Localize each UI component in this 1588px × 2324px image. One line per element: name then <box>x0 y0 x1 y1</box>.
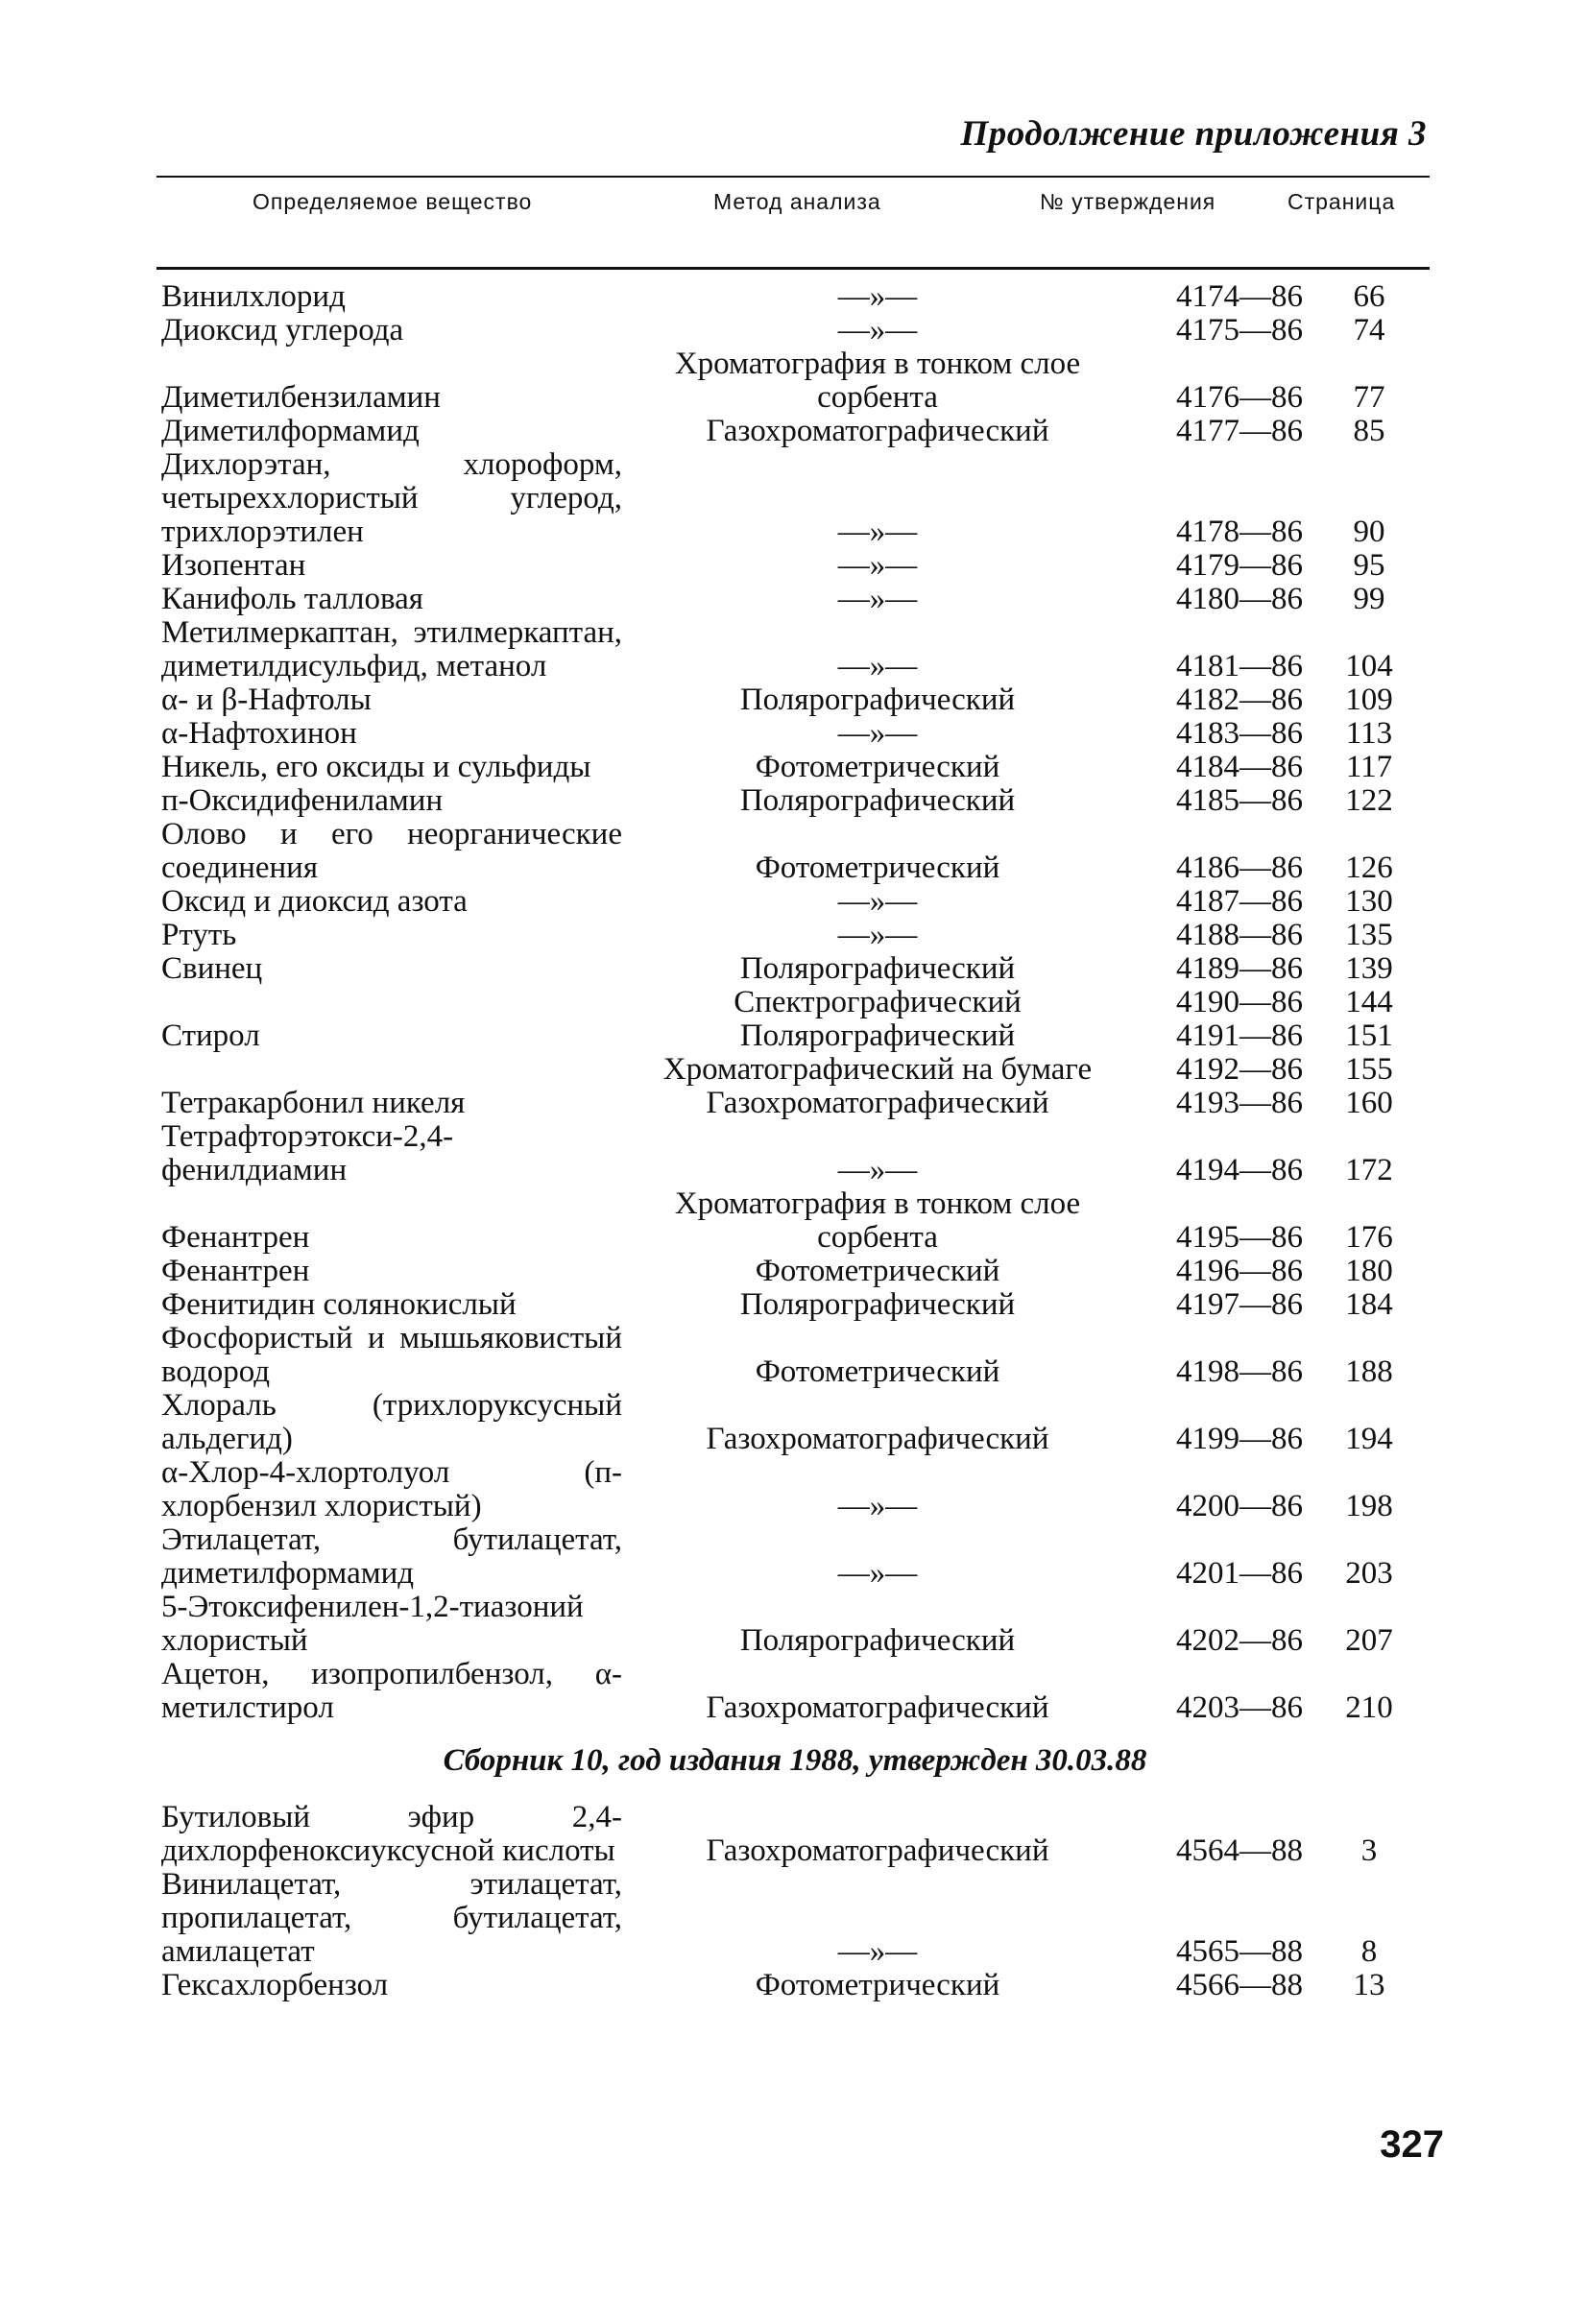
cell-number: 4200—86 <box>1176 1489 1303 1523</box>
cell-method: Полярографический <box>739 783 1016 818</box>
cell-page: 122 <box>1345 783 1393 818</box>
cell-number: 4190—86 <box>1176 985 1303 1019</box>
appendix-table <box>161 280 1429 2002</box>
cell-substance: Ацетон, изопропилбензол, α-метилстирол <box>161 1657 622 1725</box>
table-row <box>161 1288 1429 1322</box>
table-row <box>161 1523 1429 1591</box>
cell-method: Газохроматографический <box>706 1833 1049 1868</box>
table-row <box>161 751 1429 784</box>
cell-number: 4185—86 <box>1176 783 1303 818</box>
cell-number: 4203—86 <box>1176 1690 1303 1725</box>
cell-method: —»— <box>837 1489 918 1523</box>
table-row <box>161 415 1429 448</box>
cell-substance: Олово и его неорганические соединения <box>161 817 622 885</box>
table-row <box>161 683 1429 717</box>
cell-page: 188 <box>1345 1354 1393 1389</box>
table-row <box>161 347 1429 415</box>
cell-number: 4565—88 <box>1176 1934 1303 1969</box>
cell-number: 4196—86 <box>1176 1254 1303 1288</box>
cell-substance: Винилацетат, этилацетат, пропилацетат, бутилацетат, амилацетат <box>161 1867 622 1969</box>
table-row <box>161 1019 1429 1053</box>
cell-page: 77 <box>1353 380 1385 415</box>
cell-page: 203 <box>1345 1556 1393 1591</box>
cell-page: 144 <box>1345 985 1393 1019</box>
header-rule <box>156 267 1430 270</box>
table-row <box>161 583 1429 616</box>
cell-page: 155 <box>1345 1052 1393 1087</box>
cell-method: —»— <box>837 515 918 549</box>
cell-method: Фотометрический <box>755 851 1000 885</box>
cell-substance: Свинец <box>161 951 263 986</box>
cell-number: 4202—86 <box>1176 1623 1303 1658</box>
table-row <box>161 952 1429 986</box>
cell-method: —»— <box>837 279 918 314</box>
table-row <box>161 1087 1429 1120</box>
cell-substance: Оксид и диоксид азота <box>161 884 468 919</box>
cell-page: 160 <box>1345 1086 1393 1120</box>
cell-substance: Диоксид углерода <box>161 313 404 347</box>
cell-substance: Дихлорэтан, хлороформ, четыреххлористый углерод, трихлорэтилен <box>161 447 622 549</box>
cell-method: —»— <box>837 1934 918 1969</box>
table-row <box>161 1868 1429 1969</box>
cell-page: 113 <box>1345 716 1393 751</box>
page-number: 327 <box>1380 2123 1444 2166</box>
cell-number: 4175—86 <box>1176 313 1303 347</box>
cell-substance: α- и β-Нафтолы <box>161 683 372 717</box>
cell-number: 4189—86 <box>1176 951 1303 986</box>
cell-method: Фотометрический <box>755 1354 1000 1389</box>
cell-method: Полярографический <box>739 683 1016 717</box>
cell-page: 8 <box>1360 1934 1378 1969</box>
header-number: № утверждения <box>1040 189 1216 214</box>
cell-page: 180 <box>1345 1254 1393 1288</box>
cell-page: 130 <box>1345 884 1393 919</box>
table-row <box>161 885 1429 919</box>
cell-page: 95 <box>1353 548 1385 583</box>
table-row <box>161 280 1429 314</box>
cell-method: Фотометрический <box>755 1968 1000 2002</box>
cell-substance: Канифоль талловая <box>161 582 423 616</box>
cell-number: 4566—88 <box>1176 1968 1303 2002</box>
cell-page: 85 <box>1353 414 1385 448</box>
cell-method: Фотометрический <box>755 750 1000 784</box>
cell-substance: Этилацетат, бутилацетат, диметилформамид <box>161 1522 622 1591</box>
cell-substance: Диметилбензиламин <box>161 380 441 415</box>
cell-page: 99 <box>1353 582 1385 616</box>
cell-number: 4186—86 <box>1176 851 1303 885</box>
table-row <box>161 717 1429 751</box>
cell-number: 4179—86 <box>1176 548 1303 583</box>
cell-method: Полярографический <box>739 1018 1016 1053</box>
cell-substance: Тетрафторэтокси-2,4-фенилдиамин <box>161 1119 454 1187</box>
table-row <box>161 1389 1429 1456</box>
cell-number: 4176—86 <box>1176 380 1303 415</box>
table-row <box>161 1322 1429 1389</box>
cell-number: 4181—86 <box>1176 649 1303 683</box>
cell-substance: Фенантрен <box>161 1220 310 1255</box>
cell-number: 4177—86 <box>1176 414 1303 448</box>
cell-substance: α-Нафтохинон <box>161 716 357 751</box>
table-row <box>161 1120 1429 1187</box>
table-row <box>161 1801 1429 1868</box>
table-row <box>161 1658 1429 1725</box>
cell-number: 4191—86 <box>1176 1018 1303 1053</box>
cell-page: 109 <box>1345 683 1393 717</box>
table-row <box>161 616 1429 683</box>
cell-method: —»— <box>837 1153 918 1187</box>
table-row <box>161 1591 1429 1658</box>
running-title: Продолжение приложения 3 <box>960 114 1427 154</box>
cell-method: —»— <box>837 1556 918 1591</box>
cell-number: 4187—86 <box>1176 884 1303 919</box>
cell-substance: Винилхлорид <box>161 279 346 314</box>
cell-substance: Хлораль (трихлоруксусный альдегид) <box>161 1388 622 1456</box>
cell-number: 4201—86 <box>1176 1556 1303 1591</box>
cell-number: 4188—86 <box>1176 918 1303 952</box>
cell-number: 4199—86 <box>1176 1422 1303 1456</box>
cell-page: 117 <box>1345 750 1393 784</box>
table-row <box>161 919 1429 952</box>
section-table-body <box>161 1801 1429 2002</box>
cell-number: 4197—86 <box>1176 1287 1303 1322</box>
cell-number: 4182—86 <box>1176 683 1303 717</box>
table-row <box>161 448 1429 549</box>
section-heading: Сборник 10, год издания 1988, утвержден 30.03.88 <box>443 1743 1147 1778</box>
cell-method: —»— <box>837 649 918 683</box>
cell-number: 4195—86 <box>1176 1220 1303 1255</box>
cell-page: 90 <box>1353 515 1385 549</box>
cell-substance: Метилмеркаптан, этилмеркаптан, диметилдисульфид, метанол <box>161 615 622 683</box>
table-row <box>161 1255 1429 1288</box>
cell-substance: Фенитидин солянокислый <box>161 1287 517 1322</box>
cell-substance: Ртуть <box>161 918 237 952</box>
cell-method: Газохроматографический <box>706 1690 1049 1725</box>
cell-number: 4198—86 <box>1176 1354 1303 1389</box>
cell-number: 4564—88 <box>1176 1833 1303 1868</box>
cell-number: 4192—86 <box>1176 1052 1303 1087</box>
table-row <box>161 549 1429 583</box>
cell-page: 184 <box>1345 1287 1393 1322</box>
cell-substance: α-Хлор-4-хлортолуол (п-хлорбензил хлористый) <box>161 1455 622 1523</box>
cell-page: 151 <box>1345 1018 1393 1053</box>
cell-page: 104 <box>1345 649 1393 683</box>
cell-page: 176 <box>1345 1220 1393 1255</box>
table-row <box>161 1456 1429 1523</box>
cell-substance: Фосфористый и мышьяковистый водород <box>161 1321 622 1389</box>
header-method: Метод анализа <box>713 189 881 214</box>
cell-method: Спектрографический <box>734 985 1022 1019</box>
cell-page: 66 <box>1353 279 1385 314</box>
cell-page: 126 <box>1345 851 1393 885</box>
cell-number: 4174—86 <box>1176 279 1303 314</box>
cell-substance: Тетракарбонил никеля <box>161 1086 466 1120</box>
cell-number: 4183—86 <box>1176 716 1303 751</box>
cell-method: Хроматографический на бумаге <box>662 1052 1093 1087</box>
cell-page: 210 <box>1345 1690 1393 1725</box>
cell-substance: Гексахлорбензол <box>161 1968 389 2002</box>
cell-page: 74 <box>1353 313 1385 347</box>
table-header <box>156 189 1430 228</box>
table-row <box>161 314 1429 347</box>
cell-method: —»— <box>837 582 918 616</box>
cell-method: Хроматография в тонком слое сорбента <box>674 1186 1081 1255</box>
cell-method: Хроматография в тонком слое сорбента <box>674 347 1081 415</box>
cell-substance: Бутиловый эфир 2,4-дихлорфеноксиуксусной кислоты <box>161 1800 622 1868</box>
cell-method: Газохроматографический <box>706 1422 1049 1456</box>
cell-substance: Фенантрен <box>161 1254 310 1288</box>
cell-method: Полярографический <box>739 951 1016 986</box>
cell-method: —»— <box>837 716 918 751</box>
cell-number: 4194—86 <box>1176 1153 1303 1187</box>
cell-page: 198 <box>1345 1489 1393 1523</box>
table-row <box>161 1969 1429 2002</box>
cell-page: 139 <box>1345 951 1393 986</box>
header-substance: Определяемое вещество <box>253 189 533 214</box>
top-rule <box>156 176 1430 178</box>
table-row <box>161 1053 1429 1087</box>
cell-substance: п-Оксидифениламин <box>161 783 444 818</box>
cell-method: Полярографический <box>739 1623 1016 1658</box>
cell-page: 194 <box>1345 1422 1393 1456</box>
cell-number: 4184—86 <box>1176 750 1303 784</box>
cell-page: 13 <box>1353 1968 1385 2002</box>
cell-method: —»— <box>837 313 918 347</box>
table-row <box>161 986 1429 1019</box>
table-row <box>161 1187 1429 1255</box>
cell-method: —»— <box>837 548 918 583</box>
cell-method: Полярографический <box>739 1287 1016 1322</box>
cell-substance: Никель, его оксиды и сульфиды <box>161 750 591 784</box>
table-row <box>161 784 1429 818</box>
cell-substance: Изопентан <box>161 548 306 583</box>
cell-method: —»— <box>837 918 918 952</box>
cell-number: 4180—86 <box>1176 582 1303 616</box>
cell-number: 4178—86 <box>1176 515 1303 549</box>
header-page: Страница <box>1287 189 1396 214</box>
cell-method: Фотометрический <box>755 1254 1000 1288</box>
cell-substance: 5-Этоксифенилен-1,2-тиазоний хлористый <box>161 1590 584 1658</box>
cell-page: 3 <box>1360 1833 1378 1868</box>
table-body <box>161 280 1429 1725</box>
cell-page: 207 <box>1345 1623 1393 1658</box>
cell-substance: Стирол <box>161 1018 260 1053</box>
cell-page: 172 <box>1345 1153 1393 1187</box>
cell-number: 4193—86 <box>1176 1086 1303 1120</box>
cell-method: Газохроматографический <box>706 1086 1049 1120</box>
cell-page: 135 <box>1345 918 1393 952</box>
cell-substance: Диметилформамид <box>161 414 420 448</box>
cell-method: —»— <box>837 884 918 919</box>
table-row <box>161 818 1429 885</box>
cell-method: Газохроматографический <box>706 414 1049 448</box>
